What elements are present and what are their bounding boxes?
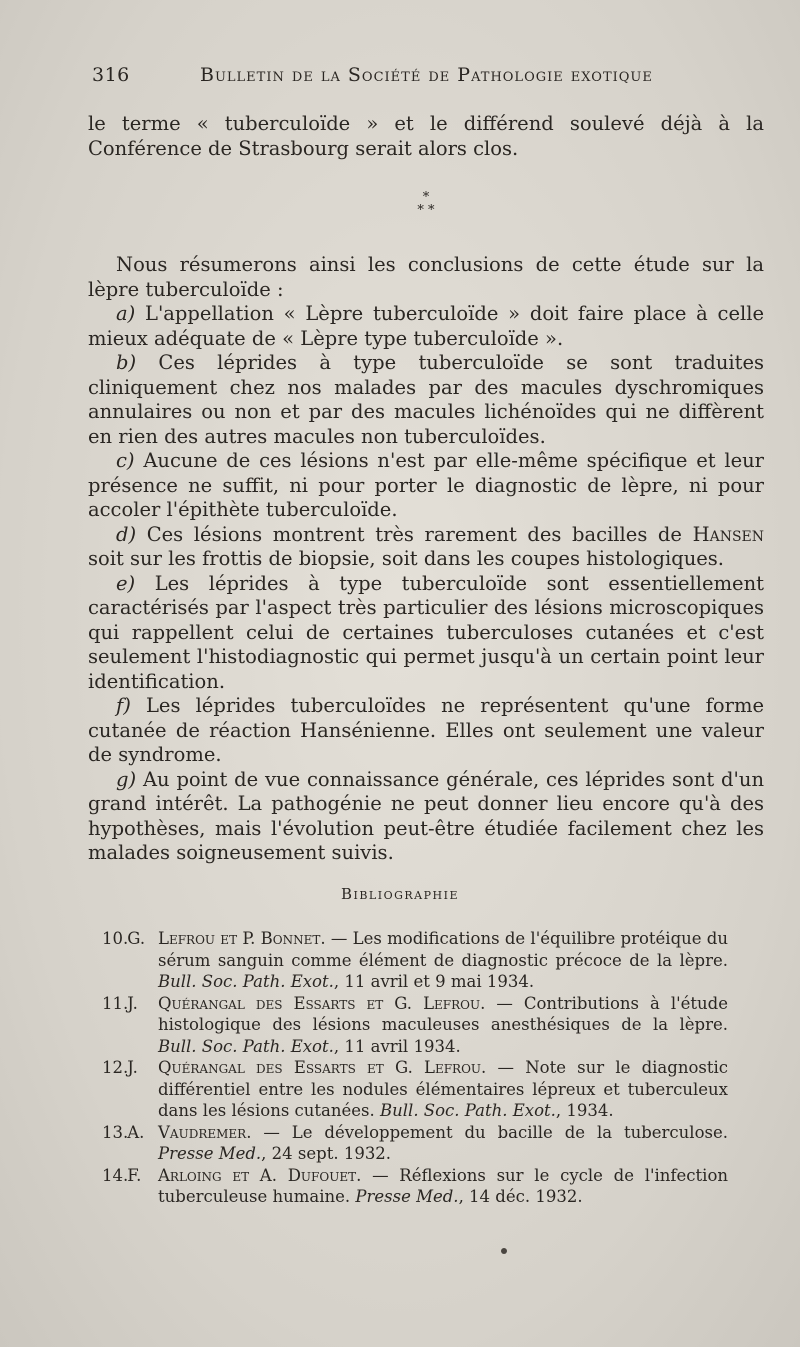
- bibliography-entry: [102, 1057, 728, 1122]
- conclusion-lead: Nous résumerons ainsi les conclusions de cette étude sur la lèpre tuberculoïde :: [88, 253, 764, 301]
- author-name: Hansen: [692, 522, 765, 546]
- ref-authors: Quérangal des Essarts et G. Lefrou.: [158, 993, 486, 1013]
- bibliography-entry: [102, 1165, 728, 1208]
- ref-authors: Lefrou et P. Bonnet.: [158, 929, 326, 948]
- conclusion-letter: f): [116, 694, 131, 717]
- separator-star-top: *: [422, 190, 430, 205]
- conclusion-item: [88, 302, 764, 351]
- bibliography-title: Bibliographie: [340, 885, 459, 903]
- ref-initial: J.: [127, 1058, 138, 1077]
- ref-journal: Presse Med.: [355, 1187, 459, 1206]
- bibliography-entry: [102, 993, 728, 1058]
- ref-journal: Bull. Soc. Path. Exot.: [158, 972, 334, 991]
- ref-initial: J.: [127, 993, 138, 1013]
- ref-number: 12.: [102, 1058, 129, 1077]
- conclusion-text: Au point de vue connaissance générale, ces léprides sont d'un grand intérêt. La pathogénie ne peut donner lieu encore qu'à des hypothèses, mais l'évolution peut-être étudiée facilement chez les malades soigneusement suivis.: [88, 767, 765, 864]
- ref-number: 11.: [102, 993, 129, 1013]
- conclusion-item: [88, 768, 764, 866]
- conclusion-letter: e): [116, 571, 136, 595]
- main-text: [88, 112, 764, 866]
- bibliography-entry: [102, 928, 728, 993]
- ref-date: , 11 avril et 9 mai 1934.: [333, 972, 535, 991]
- ref-date: , 1934.: [555, 1101, 614, 1120]
- conclusion-text: Aucune de ces lésions n'est par elle-même spécifique et leur présence ne suffit, ni pour porter le diagnostic de lèpre, ni pour accoler l'épithète tuberculoïde.: [88, 449, 764, 521]
- conclusion-item: [88, 351, 764, 449]
- ref-number: 13.: [102, 1122, 129, 1142]
- ref-number: 14.: [102, 1165, 129, 1185]
- conclusion-text: Ces léprides à type tuberculoïde se sont traduites cliniquement chez nos malades par des macules dyschromiques annulaires ou non et par des macules lichénoïdes qui ne diffèrent en rien des autres macules non tuberculoïdes.: [88, 351, 764, 448]
- ref-title: — Note sur le diagnostic différentiel entre les nodules élémentaires lépreux et tuberculeux dans les lésions cutanées.: [158, 1058, 729, 1120]
- ref-journal: Presse Med.: [158, 1144, 262, 1163]
- ref-authors: Vaudremer.: [158, 1122, 252, 1142]
- intro-paragraph: le terme « tuberculoïde » et le différend soulevé déjà à la Conférence de Strasbourg serait alors clos.: [88, 112, 764, 160]
- ref-date: , 11 avril 1934.: [333, 1036, 461, 1056]
- conclusion-item: [88, 523, 764, 572]
- conclusion-letter: a): [116, 302, 136, 325]
- ref-journal: Bull. Soc. Path. Exot.: [158, 1036, 334, 1056]
- ref-authors: Arloing et A. Dufouet.: [158, 1165, 362, 1185]
- conclusion-item: [88, 694, 764, 768]
- conclusion-text: Ces lésions montrent très rarement des bacilles de: [146, 522, 682, 546]
- ref-initial: A.: [127, 1122, 145, 1142]
- ref-title: — Réflexions sur le cycle de l'infection tuberculeuse humaine.: [158, 1165, 728, 1206]
- conclusion-letter: b): [116, 351, 137, 374]
- section-separator: [88, 191, 764, 217]
- conclusion-letter: g): [116, 767, 137, 791]
- running-title: Bulletin de la Société de Pathologie exotique: [200, 64, 653, 86]
- conclusion-letter: d): [116, 522, 137, 546]
- ref-number: 10.: [102, 929, 129, 948]
- ref-authors: Quérangal des Essarts et G. Lefrou.: [158, 1058, 487, 1077]
- ref-date: , 24 sept. 1932.: [261, 1144, 392, 1163]
- conclusion-letter: c): [116, 449, 135, 472]
- conclusion-item: [88, 449, 764, 523]
- bibliography-list: [102, 928, 728, 1208]
- conclusion-text: Les léprides à type tuberculoïde sont essentiellement caractérisés par l'aspect très particulier des lésions microscopiques qui rappellent celui de certaines tuberculoses cutanées et c'est seulement l'histodiagnostic qui permet jusqu'à un certain point leur identification.: [88, 571, 764, 693]
- conclusion-text: Les léprides tuberculoïdes ne représentent qu'une forme cutanée de réaction Hansénienne. Elles ont seulement une valeur de syndrome.: [88, 694, 764, 766]
- ref-title: — Les modifications de l'équilibre protéique du sérum sanguin comme élément de diagnostic précoce de la lèpre.: [158, 929, 728, 970]
- ref-title: — Contributions à l'étude histologique des lésions maculeuses anesthésiques de la lèpre.: [158, 993, 728, 1034]
- conclusion-text: L'appellation « Lèpre tuberculoïde » doit faire place à celle mieux adéquate de « Lèpre type tuberculoïde ».: [88, 302, 764, 350]
- ref-title: — Le développement du bacille de la tuberculose.: [263, 1122, 728, 1142]
- ref-initial: G.: [127, 929, 146, 948]
- page-speck: [501, 1248, 507, 1254]
- separator-stars-bottom: * *: [417, 203, 435, 218]
- ref-date: , 14 déc. 1932.: [458, 1187, 583, 1206]
- conclusion-text: soit sur les frottis de biopsie, soit dans les coupes histologiques.: [88, 547, 725, 570]
- conclusion-item: [88, 572, 764, 695]
- bibliography-entry: [102, 1122, 728, 1165]
- ref-journal: Bull. Soc. Path. Exot.: [380, 1101, 556, 1120]
- ref-initial: F.: [127, 1165, 142, 1185]
- page-number: 316: [92, 64, 130, 86]
